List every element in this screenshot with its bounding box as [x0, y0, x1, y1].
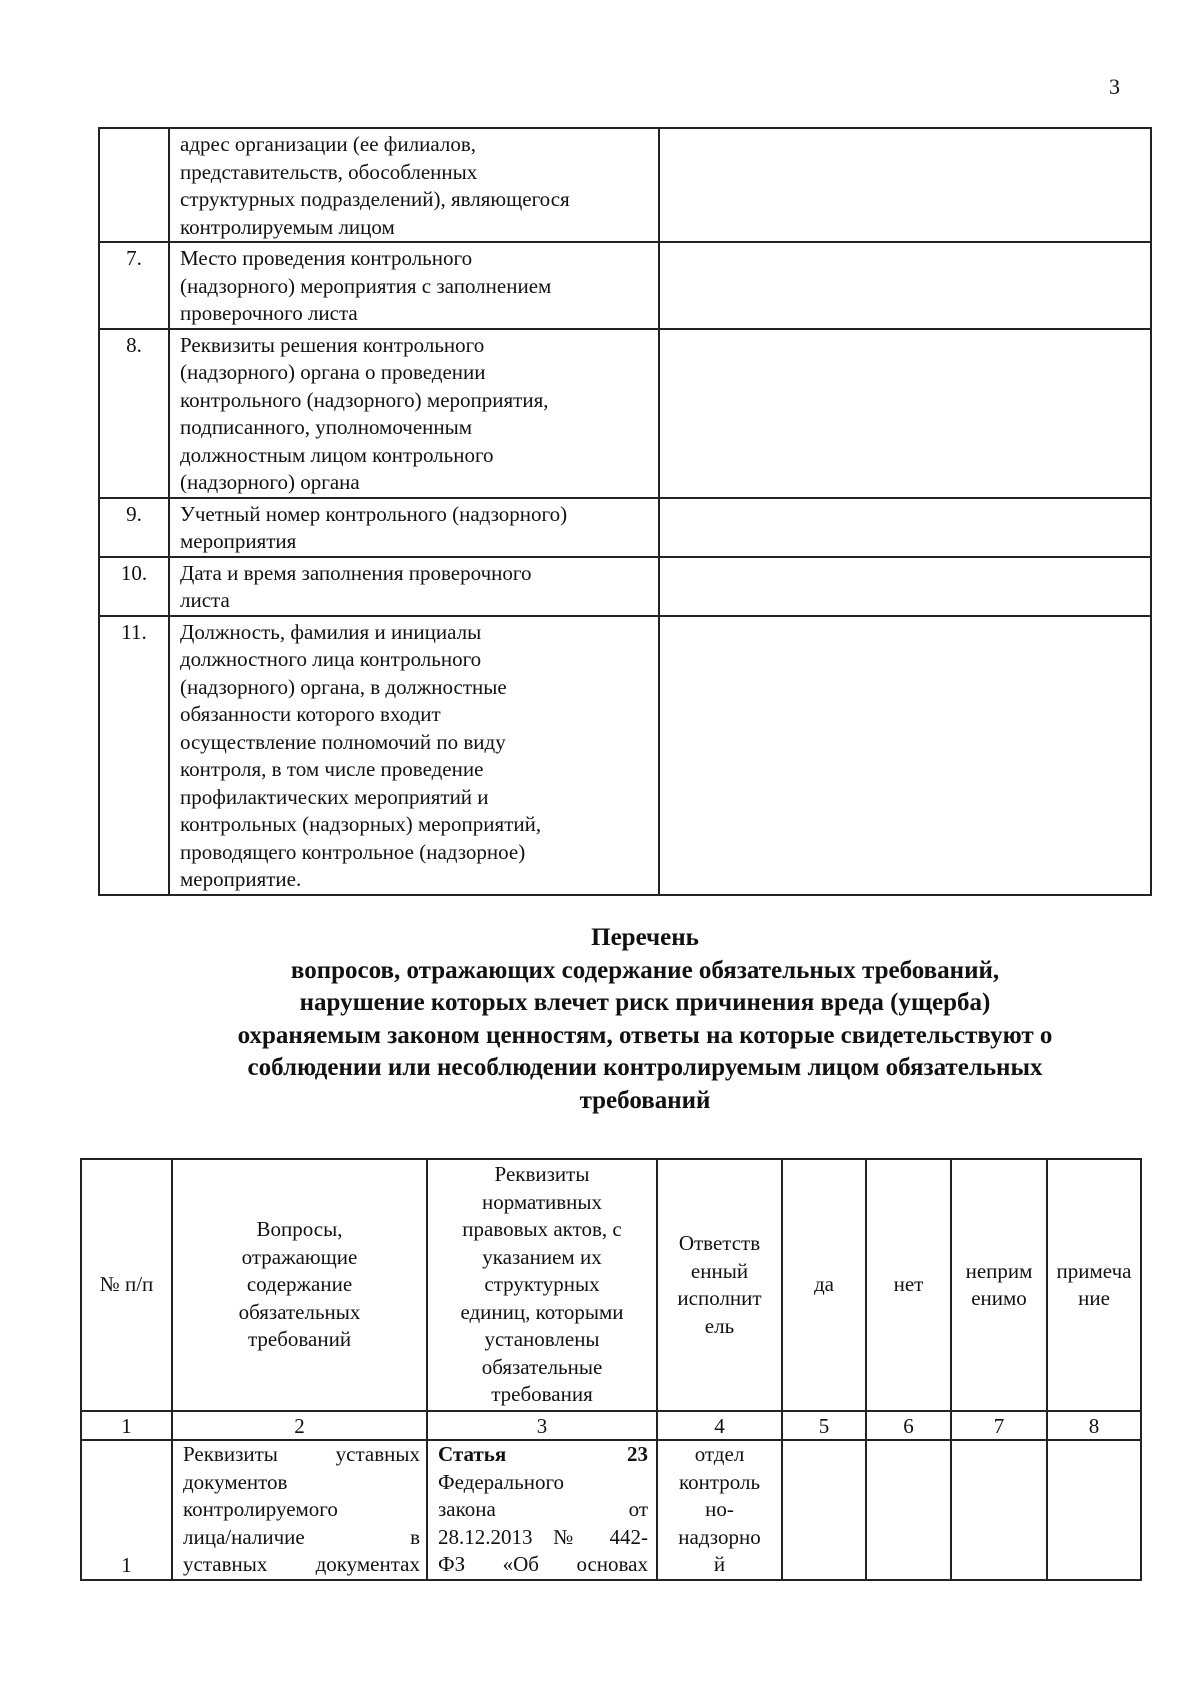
header-line: указанием их [482, 1244, 602, 1269]
responsible-line: контроль [678, 1469, 761, 1494]
row-label-line: Должность, фамилия и инициалы [180, 619, 482, 644]
header-number [81, 1159, 172, 1411]
column-index: 8 [1047, 1411, 1141, 1440]
row-label-line: контрольного (надзорного) мероприятия, [180, 387, 549, 412]
header-line: требований [247, 1327, 352, 1352]
column-index-row [81, 1411, 1141, 1440]
row-label-line: структурных подразделений), являющегося [180, 187, 570, 211]
row-value [659, 498, 1151, 557]
heading-line: требований [579, 1086, 711, 1114]
row-value [659, 557, 1151, 616]
column-index: 5 [782, 1411, 866, 1440]
row-label [169, 242, 659, 329]
responsible-line: й [713, 1552, 726, 1576]
row-label-line: Место проведения контрольного [180, 246, 473, 270]
header-line: енный [690, 1258, 749, 1283]
row-number: 1 [81, 1440, 172, 1580]
row-label-line: Учетный номер контрольного (надзорного) [180, 501, 568, 526]
header-line: содержание [246, 1272, 353, 1297]
column-index: 4 [657, 1411, 782, 1440]
column-index: 6 [866, 1411, 951, 1440]
legal-reference [427, 1440, 657, 1580]
row-label [169, 498, 659, 557]
row-number: 9. [99, 498, 169, 557]
row-number: 7. [99, 242, 169, 329]
header-line: структурных [484, 1272, 600, 1297]
row-label-line: адрес организации (ее филиалов, [180, 132, 477, 156]
header-line: да [813, 1272, 834, 1297]
row-label-line: (надзорного) мероприятия с заполнением [180, 273, 552, 298]
header-line: Вопросы, [256, 1217, 343, 1242]
header-line: нет [893, 1272, 924, 1297]
row-label-line: Дата и время заполнения проверочного [180, 560, 532, 585]
row-label-line: должностным лицом контрольного [180, 442, 494, 467]
legal-reference-article: Статья 23 [438, 1442, 648, 1466]
header-questions [172, 1159, 427, 1411]
row-number: 11. [99, 616, 169, 895]
header-line: Реквизиты [494, 1162, 590, 1187]
row-label-line: представительств, обособленных [180, 159, 478, 184]
legal-reference-line: ФЗ «Об основах [438, 1552, 648, 1576]
table-header-row [81, 1159, 1141, 1411]
answer-not-applicable-cell [951, 1440, 1047, 1580]
row-label-line: листа [180, 588, 230, 612]
row-value [659, 616, 1151, 895]
header-line: № п/п [99, 1272, 154, 1297]
header-legal-acts [427, 1159, 657, 1411]
heading-line: соблюдении или несоблюдении контролируемым лицом обязательных [247, 1054, 1043, 1081]
header-line: Ответств [678, 1231, 761, 1255]
row-label-line: контрольных (надзорных) мероприятий, [180, 812, 542, 836]
row-label-line: профилактических мероприятий и [180, 784, 489, 809]
page-number: 3 [1109, 74, 1120, 99]
row-label-line: (надзорного) органа, в должностные [180, 674, 507, 699]
legal-reference-line: 28.12.2013 № 442- [438, 1524, 648, 1549]
header-line: неприм [965, 1258, 1033, 1283]
requirement-line: контролируемого [183, 1497, 338, 1521]
header-line: исполнит [677, 1286, 762, 1310]
legal-reference-line: Федерального [438, 1469, 565, 1494]
requirement-text [172, 1440, 427, 1580]
requirements-table [80, 1158, 1142, 1581]
table-row [99, 498, 1151, 557]
header-note [1047, 1159, 1141, 1411]
header-line: ние [1078, 1286, 1110, 1310]
legal-reference-line: закона от [438, 1497, 648, 1521]
table-row [99, 128, 1151, 242]
header-line: нормативных [481, 1189, 603, 1214]
row-label-line: мероприятия [180, 529, 297, 553]
column-index: 3 [427, 1411, 657, 1440]
answer-no-cell [866, 1440, 951, 1580]
table-row [99, 557, 1151, 616]
row-value [659, 242, 1151, 329]
responsible-line: отдел [694, 1442, 745, 1466]
header-line: обязательных [238, 1299, 361, 1324]
row-label-line: осуществление полномочий по виду [180, 729, 506, 754]
table-row [99, 329, 1151, 498]
section-heading [120, 922, 1170, 1117]
requirement-line: уставных документах [183, 1552, 420, 1576]
header-line: единиц, которыми [460, 1299, 624, 1324]
row-value [659, 128, 1151, 242]
row-label-line: обязанности которого входит [180, 702, 441, 726]
note-cell [1047, 1440, 1141, 1580]
row-number [99, 128, 169, 242]
answer-yes-cell [782, 1440, 866, 1580]
responsible-line: но- [705, 1497, 734, 1521]
table-row [81, 1440, 1141, 1580]
header-yes [782, 1159, 866, 1411]
row-label-line: подписанного, уполномоченным [180, 415, 473, 439]
column-index: 1 [81, 1411, 172, 1440]
row-label [169, 329, 659, 498]
heading-line: охраняемым законом ценностям, ответы на которые свидетельствуют о [237, 1021, 1053, 1049]
row-label-line: мероприятие. [180, 867, 302, 891]
table-row [99, 616, 1151, 895]
header-line: правовых актов, с [462, 1217, 622, 1242]
heading-line: вопросов, отражающих содержание обязательных требований, [290, 956, 1000, 984]
column-index: 2 [172, 1411, 427, 1440]
row-label [169, 557, 659, 616]
header-line: ель [704, 1313, 735, 1338]
header-no [866, 1159, 951, 1411]
row-label-line: (надзорного) органа [180, 470, 360, 494]
row-label [169, 128, 659, 242]
row-number: 8. [99, 329, 169, 498]
row-value [659, 329, 1151, 498]
header-line: примеча [1056, 1258, 1132, 1283]
header-line: требования [491, 1382, 593, 1407]
header-line: отражающие [241, 1244, 358, 1269]
header-line: обязательные [481, 1354, 603, 1379]
row-label-line: проводящего контрольное (надзорное) [180, 839, 526, 864]
row-label-line: (надзорного) органа о проведении [180, 360, 486, 384]
row-label-line: проверочного листа [180, 301, 358, 325]
row-number: 10. [99, 557, 169, 616]
column-index: 7 [951, 1411, 1047, 1440]
heading-line: нарушение которых влечет риск причинения вреда (ущерба) [299, 989, 991, 1016]
heading-line: Перечень [591, 924, 699, 951]
table-row [99, 242, 1151, 329]
row-label-line: контролируемым лицом [180, 214, 395, 239]
header-line: енимо [971, 1286, 1027, 1310]
row-label-line: контроля, в том числе проведение [180, 757, 484, 781]
header-responsible [657, 1159, 782, 1411]
checklist-details-table [98, 127, 1152, 896]
responsible-line: надзорно [678, 1524, 761, 1549]
row-label-line: Реквизиты решения контрольного [180, 332, 485, 357]
header-not-applicable [951, 1159, 1047, 1411]
responsible-executor [657, 1440, 782, 1580]
requirement-line: Реквизиты уставных [183, 1442, 420, 1466]
requirement-line: лица/наличие в [183, 1524, 420, 1549]
header-line: установлены [484, 1327, 600, 1352]
row-label [169, 616, 659, 895]
requirement-line: документов [183, 1469, 288, 1494]
row-label-line: должностного лица контрольного [180, 647, 482, 671]
